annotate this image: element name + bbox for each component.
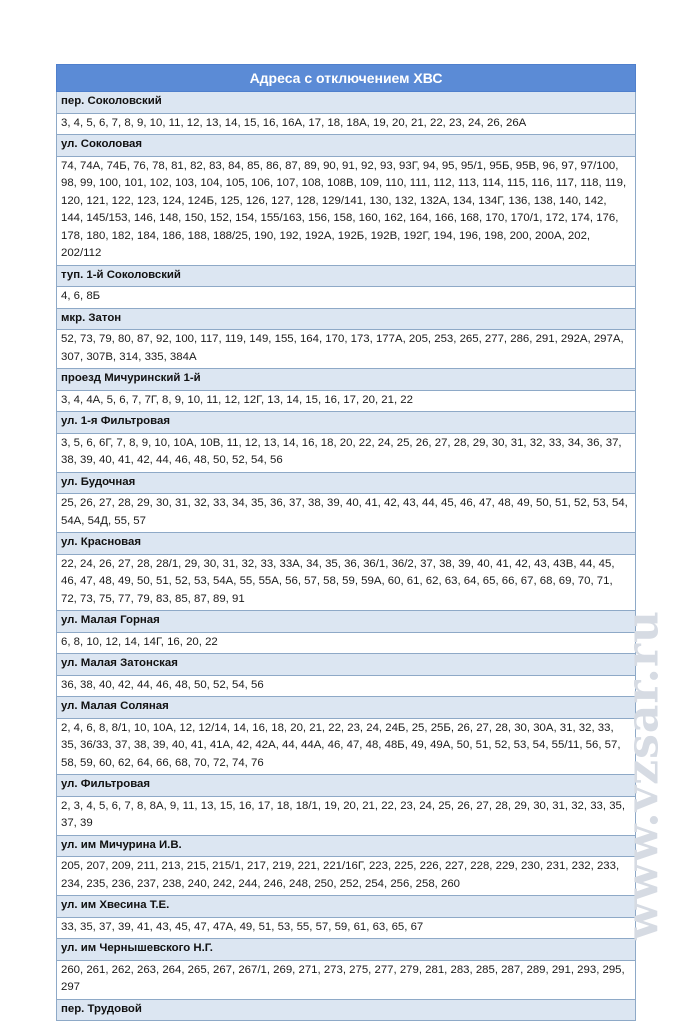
house-numbers: 4, 6, 8Б (57, 287, 636, 309)
houses-row (57, 857, 636, 896)
houses-row (57, 287, 636, 309)
street-name: ул. Фильтровая (57, 775, 636, 797)
street-name: ул. Малая Затонская (57, 654, 636, 676)
street-name: ул. 1-я Фильтровая (57, 412, 636, 434)
street-row (57, 412, 636, 434)
street-row (57, 896, 636, 918)
houses-row (57, 632, 636, 654)
street-row (57, 308, 636, 330)
houses-row (57, 554, 636, 611)
street-row (57, 265, 636, 287)
street-row (57, 999, 636, 1021)
street-row (57, 697, 636, 719)
houses-row (57, 433, 636, 472)
street-name: проезд Мичуринский 1-й (57, 369, 636, 391)
houses-row (57, 113, 636, 135)
street-row (57, 775, 636, 797)
addresses-table-body (57, 65, 636, 1021)
house-numbers: 3, 5, 6, 6Г, 7, 8, 9, 10, 10А, 10В, 11, 12, 13, 14, 16, 18, 20, 22, 24, 25, 26, 27, 28, 29, 30, 31, 32, 33, 34, 36, 37, 38, 39, 40, 41, 42, 44, 46, 48, 50, 52, 54, 56 (57, 433, 636, 472)
street-name: мкр. Затон (57, 308, 636, 330)
street-name: ул. Малая Горная (57, 611, 636, 633)
street-name: ул. Малая Соляная (57, 697, 636, 719)
street-name: пер. Трудовой (57, 999, 636, 1021)
table-title-row (57, 65, 636, 92)
site-watermark: www.vzsar.ru (617, 610, 669, 940)
houses-row (57, 917, 636, 939)
house-numbers: 36, 38, 40, 42, 44, 46, 48, 50, 52, 54, 56 (57, 675, 636, 697)
street-name: ул. Будочная (57, 472, 636, 494)
houses-row (57, 330, 636, 369)
street-row (57, 835, 636, 857)
house-numbers: 3, 4, 4А, 5, 6, 7, 7Г, 8, 9, 10, 11, 12, 12Г, 13, 14, 15, 16, 17, 20, 21, 22 (57, 390, 636, 412)
street-row (57, 369, 636, 391)
house-numbers: 33, 35, 37, 39, 41, 43, 45, 47, 47А, 49, 51, 53, 55, 57, 59, 61, 63, 65, 67 (57, 917, 636, 939)
street-name: ул. им Чернышевского Н.Г. (57, 939, 636, 961)
houses-row (57, 390, 636, 412)
house-numbers: 2, 3, 4, 5, 6, 7, 8, 8А, 9, 11, 13, 15, 16, 17, 18, 18/1, 19, 20, 21, 22, 23, 24, 25, 26, 27, 28, 29, 30, 31, 32, 33, 35, 37, 39 (57, 796, 636, 835)
street-name: туп. 1-й Соколовский (57, 265, 636, 287)
house-numbers: 6, 8, 10, 12, 14, 14Г, 16, 20, 22 (57, 632, 636, 654)
house-numbers: 74, 74А, 74Б, 76, 78, 81, 82, 83, 84, 85, 86, 87, 89, 90, 91, 92, 93, 93Г, 94, 95, 95/1, 95Б, 95В, 96, 97, 97/100, 98, 99, 100, 101, 102, 103, 104, 105, 106, 107, 108, 108В, 109, 110, 111, 112, 113, 114, 115, 116, 117, 118, 119, 120, 121, 122, 123, 124, 124Б, 125, 126, 127, 128, 129/141, 130, 132, 132А, 134, 134Г, 136, 138, 140, 142, 144, 145/153, 146, 148, 150, 152, 154, 155/163, 156, 158, 160, 162, 164, 166, 168, 170, 170/1, 172, 174, 176, 178, 180, 182, 184, 186, 188, 188/25, 190, 192, 192А, 192Б, 192В, 192Г, 194, 196, 198, 200, 200А, 202, 202/112 (57, 156, 636, 265)
street-row (57, 939, 636, 961)
street-row (57, 533, 636, 555)
street-row (57, 472, 636, 494)
house-numbers: 22, 24, 26, 27, 28, 28/1, 29, 30, 31, 32, 33, 33А, 34, 35, 36, 36/1, 36/2, 37, 38, 39, 40, 41, 42, 43, 43В, 44, 45, 46, 47, 48, 49, 50, 51, 52, 53, 54А, 55, 55А, 56, 57, 58, 59, 59А, 60, 61, 62, 63, 64, 65, 66, 67, 68, 69, 70, 71, 72, 73, 75, 77, 79, 83, 85, 87, 89, 91 (57, 554, 636, 611)
street-row (57, 611, 636, 633)
houses-row (57, 796, 636, 835)
houses-row (57, 718, 636, 775)
house-numbers: 205, 207, 209, 211, 213, 215, 215/1, 217, 219, 221, 221/16Г, 223, 225, 226, 227, 228, 229, 230, 231, 232, 233, 234, 235, 236, 237, 238, 240, 242, 244, 246, 248, 250, 252, 254, 256, 258, 260 (57, 857, 636, 896)
street-name: ул. Красновая (57, 533, 636, 555)
addresses-table (56, 64, 636, 1021)
street-row (57, 654, 636, 676)
street-name: ул. им Мичурина И.В. (57, 835, 636, 857)
houses-row (57, 494, 636, 533)
houses-row (57, 156, 636, 265)
houses-row (57, 675, 636, 697)
street-name: ул. им Хвесина Т.Е. (57, 896, 636, 918)
street-name: ул. Соколовая (57, 135, 636, 157)
table-title: Адреса с отключением ХВС (57, 65, 636, 92)
street-name: пер. Соколовский (57, 92, 636, 114)
house-numbers: 260, 261, 262, 263, 264, 265, 267, 267/1, 269, 271, 273, 275, 277, 279, 281, 283, 285, 287, 289, 291, 293, 295, 297 (57, 960, 636, 999)
street-row (57, 135, 636, 157)
houses-row (57, 960, 636, 999)
house-numbers: 2, 4, 6, 8, 8/1, 10, 10А, 12, 12/14, 14, 16, 18, 20, 21, 22, 23, 24, 24Б, 25, 25Б, 26, 27, 28, 30, 30А, 31, 32, 33, 35, 36/33, 37, 38, 39, 40, 41, 41А, 42, 42А, 44, 44А, 46, 47, 48, 48Б, 49, 49А, 50, 51, 52, 53, 54, 55/11, 56, 57, 58, 59, 60, 62, 64, 66, 68, 70, 72, 74, 76 (57, 718, 636, 775)
house-numbers: 3, 4, 5, 6, 7, 8, 9, 10, 11, 12, 13, 14, 15, 16, 16А, 17, 18, 18А, 19, 20, 21, 22, 23, 24, 26, 26А (57, 113, 636, 135)
house-numbers: 52, 73, 79, 80, 87, 92, 100, 117, 119, 149, 155, 164, 170, 173, 177А, 205, 253, 265, 277, 286, 291, 292А, 297А, 307, 307В, 314, 335, 384А (57, 330, 636, 369)
house-numbers: 25, 26, 27, 28, 29, 30, 31, 32, 33, 34, 35, 36, 37, 38, 39, 40, 41, 42, 43, 44, 45, 46, 47, 48, 49, 50, 51, 52, 53, 54, 54А, 54Д, 55, 57 (57, 494, 636, 533)
street-row (57, 92, 636, 114)
